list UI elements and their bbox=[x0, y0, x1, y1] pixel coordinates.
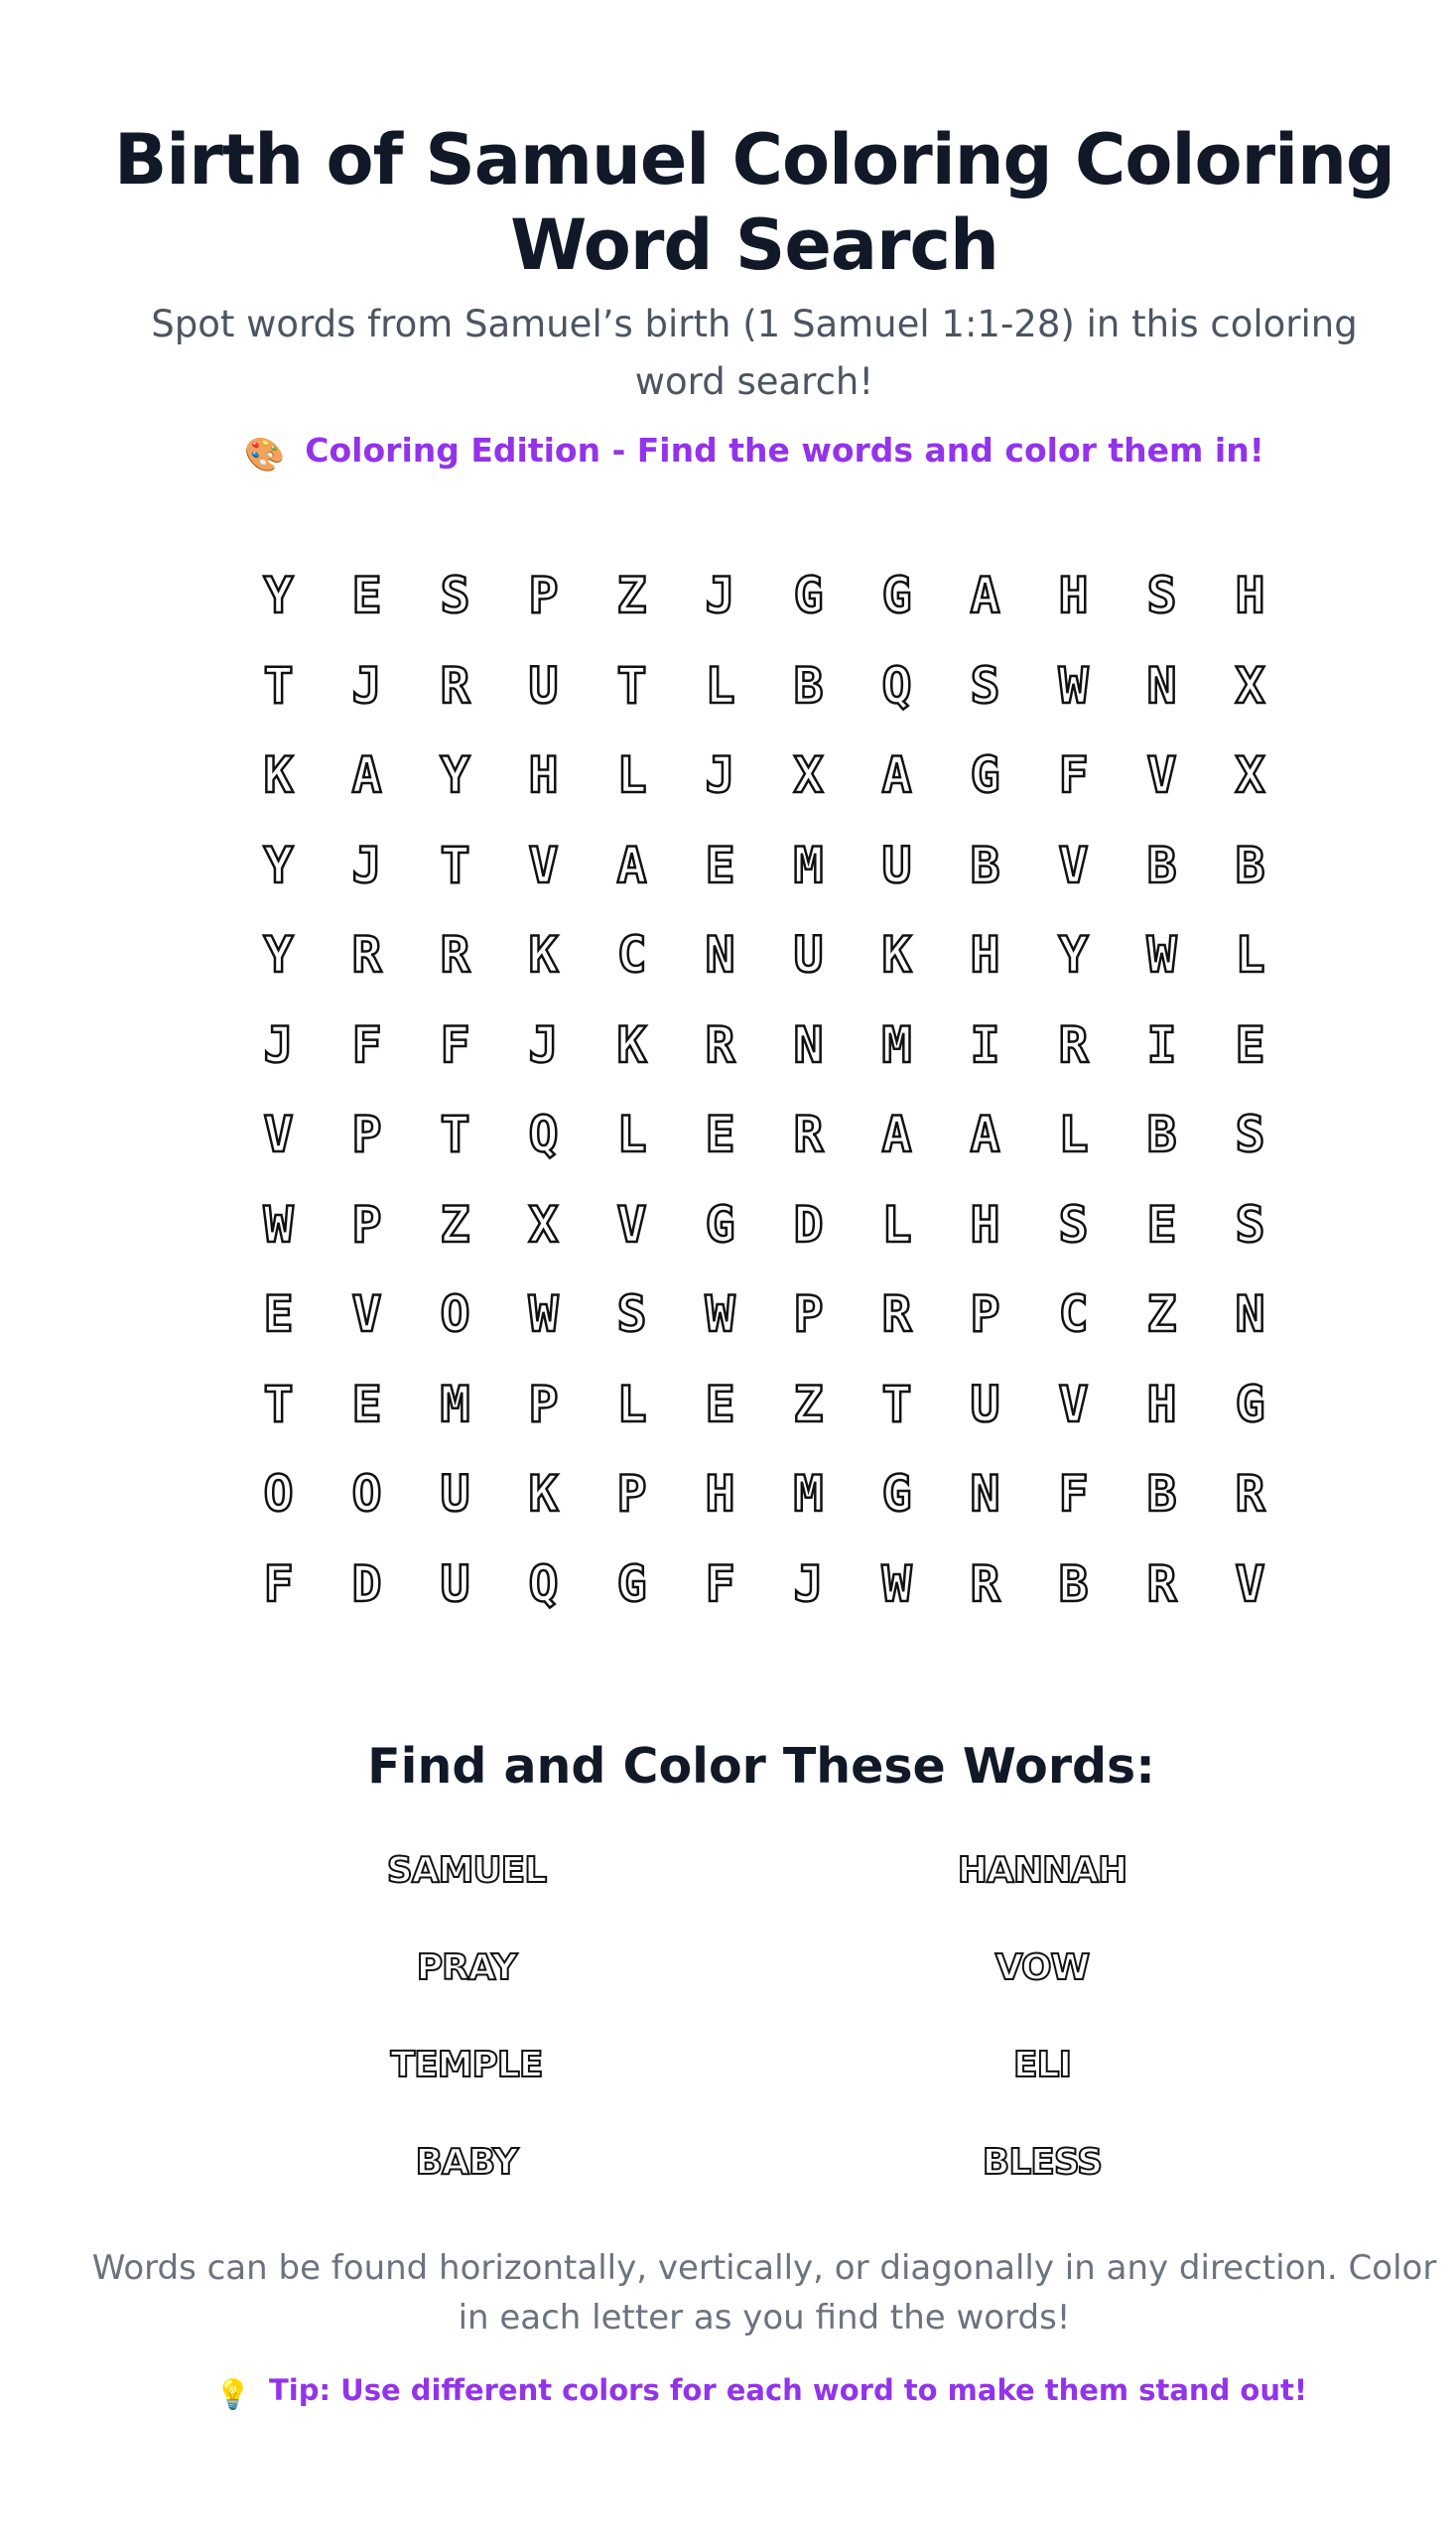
grid-letter[interactable]: G bbox=[970, 746, 1000, 805]
grid-letter[interactable]: U bbox=[970, 1375, 1000, 1433]
grid-letter[interactable]: H bbox=[1146, 1375, 1177, 1433]
grid-letter[interactable]: W bbox=[705, 1285, 735, 1344]
grid-letter[interactable]: G bbox=[881, 567, 912, 625]
grid-letter[interactable]: W bbox=[881, 1554, 912, 1613]
grid-letter[interactable]: X bbox=[793, 746, 824, 805]
grid-letter[interactable]: D bbox=[351, 1554, 382, 1613]
grid-letter[interactable]: J bbox=[793, 1554, 824, 1613]
grid-letter[interactable]: P bbox=[528, 1375, 559, 1433]
grid-letter[interactable]: A bbox=[970, 1106, 1000, 1164]
grid-letter[interactable]: T bbox=[440, 836, 470, 894]
grid-letter[interactable]: X bbox=[1235, 656, 1265, 715]
grid-letter[interactable]: R bbox=[440, 926, 470, 985]
grid-letter[interactable]: N bbox=[1235, 1285, 1265, 1344]
grid-letter[interactable]: H bbox=[1058, 567, 1089, 625]
grid-letter[interactable]: E bbox=[1146, 1195, 1177, 1254]
grid-letter[interactable]: R bbox=[351, 926, 382, 985]
grid-letter[interactable]: W bbox=[528, 1285, 559, 1344]
letter-grid bbox=[234, 551, 1294, 1629]
grid-letter[interactable]: E bbox=[705, 1106, 735, 1164]
grid-letter[interactable]: M bbox=[440, 1375, 470, 1433]
grid-letter[interactable]: R bbox=[793, 1106, 824, 1164]
page-subtitle: Spot words from Samuel’s birth (1 Samuel 1:1-28) in this coloring word search! bbox=[151, 303, 1358, 403]
grid-letter[interactable]: U bbox=[528, 656, 559, 715]
grid-letter[interactable]: R bbox=[705, 1015, 735, 1074]
grid-letter[interactable]: K bbox=[881, 926, 912, 985]
coloring-edition-text: Coloring Edition - Find the words and color them in! bbox=[305, 431, 1264, 469]
word-list-item: VOW bbox=[994, 1947, 1090, 1988]
grid-letter[interactable]: A bbox=[970, 567, 1000, 625]
grid-letter[interactable]: Z bbox=[793, 1375, 824, 1433]
grid-letter[interactable]: A bbox=[351, 746, 382, 805]
grid-letter[interactable]: K bbox=[528, 926, 559, 985]
grid-letter[interactable]: M bbox=[793, 836, 824, 894]
grid-letter[interactable]: Q bbox=[528, 1554, 559, 1613]
grid-letter[interactable]: E bbox=[351, 567, 382, 625]
grid-letter[interactable]: B bbox=[1235, 836, 1265, 894]
grid-letter[interactable]: F bbox=[705, 1554, 735, 1613]
word-list-item: SAMUEL bbox=[386, 1850, 547, 1891]
grid-letter[interactable]: L bbox=[616, 1375, 647, 1433]
grid-letter[interactable]: N bbox=[705, 926, 735, 985]
grid-letter[interactable]: I bbox=[970, 1015, 1000, 1074]
grid-letter[interactable]: W bbox=[1058, 656, 1089, 715]
word-list-item: TEMPLE bbox=[390, 2045, 543, 2085]
grid-letter[interactable]: Y bbox=[263, 836, 294, 894]
grid-letter[interactable]: P bbox=[351, 1106, 382, 1164]
grid-letter[interactable]: J bbox=[351, 836, 382, 894]
grid-letter[interactable]: F bbox=[440, 1015, 470, 1074]
grid-letter[interactable]: V bbox=[1058, 836, 1089, 894]
grid-letter[interactable]: E bbox=[1235, 1015, 1265, 1074]
grid-letter[interactable]: B bbox=[793, 656, 824, 715]
grid-letter[interactable]: R bbox=[1146, 1554, 1177, 1613]
grid-letter[interactable]: P bbox=[351, 1195, 382, 1254]
grid-letter[interactable]: F bbox=[351, 1015, 382, 1074]
grid-letter[interactable]: G bbox=[705, 1195, 735, 1254]
grid-letter[interactable]: S bbox=[616, 1285, 647, 1344]
grid-letter[interactable]: G bbox=[1235, 1375, 1265, 1433]
grid-letter[interactable]: E bbox=[705, 1375, 735, 1433]
grid-letter[interactable]: M bbox=[793, 1465, 824, 1524]
grid-letter[interactable]: F bbox=[1058, 746, 1089, 805]
grid-letter[interactable]: V bbox=[1235, 1554, 1265, 1613]
word-list-item: BLESS bbox=[982, 2142, 1103, 2183]
word-list-item: PRAY bbox=[416, 1947, 517, 1988]
grid-letter[interactable]: H bbox=[705, 1465, 735, 1524]
grid-letter[interactable]: Z bbox=[616, 567, 647, 625]
grid-letter[interactable]: B bbox=[970, 836, 1000, 894]
grid-letter[interactable]: L bbox=[881, 1195, 912, 1254]
grid-letter[interactable]: L bbox=[1235, 926, 1265, 985]
grid-letter[interactable]: A bbox=[881, 1106, 912, 1164]
grid-letter[interactable]: K bbox=[616, 1015, 647, 1074]
grid-letter[interactable]: Q bbox=[881, 656, 912, 715]
grid-letter[interactable]: R bbox=[970, 1554, 1000, 1613]
grid-letter[interactable]: L bbox=[616, 1106, 647, 1164]
grid-letter[interactable]: U bbox=[881, 836, 912, 894]
grid-letter[interactable]: V bbox=[1146, 746, 1177, 805]
grid-letter[interactable]: Q bbox=[528, 1106, 559, 1164]
grid-letter[interactable]: C bbox=[1058, 1285, 1089, 1344]
grid-letter[interactable]: S bbox=[1235, 1195, 1265, 1254]
grid-letter[interactable]: V bbox=[351, 1285, 382, 1344]
grid-letter[interactable]: K bbox=[528, 1465, 559, 1524]
page-title: Birth of Samuel Coloring Coloring Word Search bbox=[113, 119, 1395, 286]
grid-letter[interactable]: S bbox=[1146, 567, 1177, 625]
grid-letter[interactable]: L bbox=[705, 656, 735, 715]
word-list-item: BABY bbox=[415, 2142, 518, 2183]
grid-letter[interactable]: Y bbox=[440, 746, 470, 805]
word-list bbox=[179, 1846, 1330, 2235]
grid-letter[interactable]: Y bbox=[263, 926, 294, 985]
grid-letter[interactable]: U bbox=[440, 1554, 470, 1613]
grid-letter[interactable]: K bbox=[263, 746, 294, 805]
grid-letter[interactable]: X bbox=[1235, 746, 1265, 805]
grid-letter[interactable]: O bbox=[263, 1465, 294, 1524]
grid-letter[interactable]: T bbox=[881, 1375, 912, 1433]
grid-letter[interactable]: A bbox=[616, 836, 647, 894]
grid-letter[interactable]: U bbox=[440, 1465, 470, 1524]
grid-letter[interactable]: F bbox=[1058, 1465, 1089, 1524]
tip-banner bbox=[0, 2370, 1456, 2414]
grid-letter[interactable]: X bbox=[528, 1195, 559, 1254]
grid-letter[interactable]: Y bbox=[1058, 926, 1089, 985]
grid-letter[interactable]: G bbox=[793, 567, 824, 625]
grid-letter[interactable]: B bbox=[1058, 1554, 1089, 1613]
grid-letter[interactable]: Z bbox=[1146, 1285, 1177, 1344]
grid-letter[interactable]: P bbox=[793, 1285, 824, 1344]
grid-letter[interactable]: G bbox=[616, 1554, 647, 1613]
grid-letter[interactable]: L bbox=[1058, 1106, 1089, 1164]
grid-letter[interactable]: H bbox=[528, 746, 559, 805]
grid-letter[interactable]: N bbox=[970, 1465, 1000, 1524]
grid-letter[interactable]: O bbox=[440, 1285, 470, 1344]
grid-letter[interactable]: R bbox=[1058, 1015, 1089, 1074]
grid-letter[interactable]: O bbox=[351, 1465, 382, 1524]
grid-letter[interactable]: T bbox=[263, 656, 294, 715]
grid-letter[interactable]: H bbox=[970, 1195, 1000, 1254]
grid-letter[interactable]: L bbox=[616, 746, 647, 805]
lightbulb-icon: 💡 bbox=[214, 2377, 251, 2411]
grid-letter[interactable]: V bbox=[616, 1195, 647, 1254]
palette-icon: 🎨 bbox=[244, 435, 286, 473]
grid-letter[interactable]: D bbox=[793, 1195, 824, 1254]
grid-letter[interactable]: J bbox=[351, 656, 382, 715]
grid-letter[interactable]: R bbox=[881, 1285, 912, 1344]
grid-letter[interactable]: W bbox=[263, 1195, 294, 1254]
word-list-item: HANNAH bbox=[957, 1850, 1127, 1891]
grid-letter[interactable]: J bbox=[705, 746, 735, 805]
grid-letter[interactable]: I bbox=[1146, 1015, 1177, 1074]
grid-letter[interactable]: P bbox=[970, 1285, 1000, 1344]
grid-letter[interactable]: S bbox=[970, 656, 1000, 715]
grid-letter[interactable]: T bbox=[263, 1375, 294, 1433]
grid-letter[interactable]: G bbox=[881, 1465, 912, 1524]
grid-letter[interactable]: H bbox=[1235, 567, 1265, 625]
grid-letter[interactable]: M bbox=[881, 1015, 912, 1074]
coloring-edition-banner bbox=[0, 429, 1456, 476]
grid-letter[interactable]: S bbox=[1235, 1106, 1265, 1164]
grid-letter[interactable]: V bbox=[528, 836, 559, 894]
grid-letter[interactable]: S bbox=[440, 567, 470, 625]
grid-letter[interactable]: T bbox=[616, 656, 647, 715]
word-list-heading: Find and Color These Words: bbox=[367, 1738, 1155, 1795]
grid-letter[interactable]: N bbox=[1146, 656, 1177, 715]
grid-letter[interactable]: Y bbox=[263, 567, 294, 625]
grid-letter[interactable]: T bbox=[440, 1106, 470, 1164]
grid-letter[interactable]: E bbox=[263, 1285, 294, 1344]
grid-letter[interactable]: J bbox=[705, 567, 735, 625]
grid-letter[interactable]: J bbox=[528, 1015, 559, 1074]
grid-letter[interactable]: P bbox=[616, 1465, 647, 1524]
grid-letter[interactable]: J bbox=[263, 1015, 294, 1074]
grid-letter[interactable]: Z bbox=[440, 1195, 470, 1254]
grid-letter[interactable]: A bbox=[881, 746, 912, 805]
grid-letter[interactable]: B bbox=[1146, 1106, 1177, 1164]
grid-letter[interactable]: E bbox=[705, 836, 735, 894]
instructions-text: Words can be found horizontally, vertically, or diagonally in any direction. Color in each letter as you find the words! bbox=[91, 2248, 1437, 2338]
grid-letter[interactable]: B bbox=[1146, 1465, 1177, 1524]
grid-letter[interactable]: B bbox=[1146, 836, 1177, 894]
grid-letter[interactable]: W bbox=[1146, 926, 1177, 985]
grid-letter[interactable]: R bbox=[440, 656, 470, 715]
grid-letter[interactable]: N bbox=[793, 1015, 824, 1074]
grid-letter[interactable]: H bbox=[970, 926, 1000, 985]
tip-text: Tip: Use different colors for each word to make them stand out! bbox=[269, 2373, 1308, 2407]
grid-letter[interactable]: V bbox=[263, 1106, 294, 1164]
grid-letter[interactable]: U bbox=[793, 926, 824, 985]
grid-letter[interactable]: C bbox=[616, 926, 647, 985]
grid-letter[interactable]: F bbox=[263, 1554, 294, 1613]
grid-letter[interactable]: P bbox=[528, 567, 559, 625]
word-list-item: ELI bbox=[1013, 2045, 1071, 2085]
grid-letter[interactable]: S bbox=[1058, 1195, 1089, 1254]
grid-letter[interactable]: R bbox=[1235, 1465, 1265, 1524]
grid-letter[interactable]: V bbox=[1058, 1375, 1089, 1433]
grid-letter[interactable]: E bbox=[351, 1375, 382, 1433]
